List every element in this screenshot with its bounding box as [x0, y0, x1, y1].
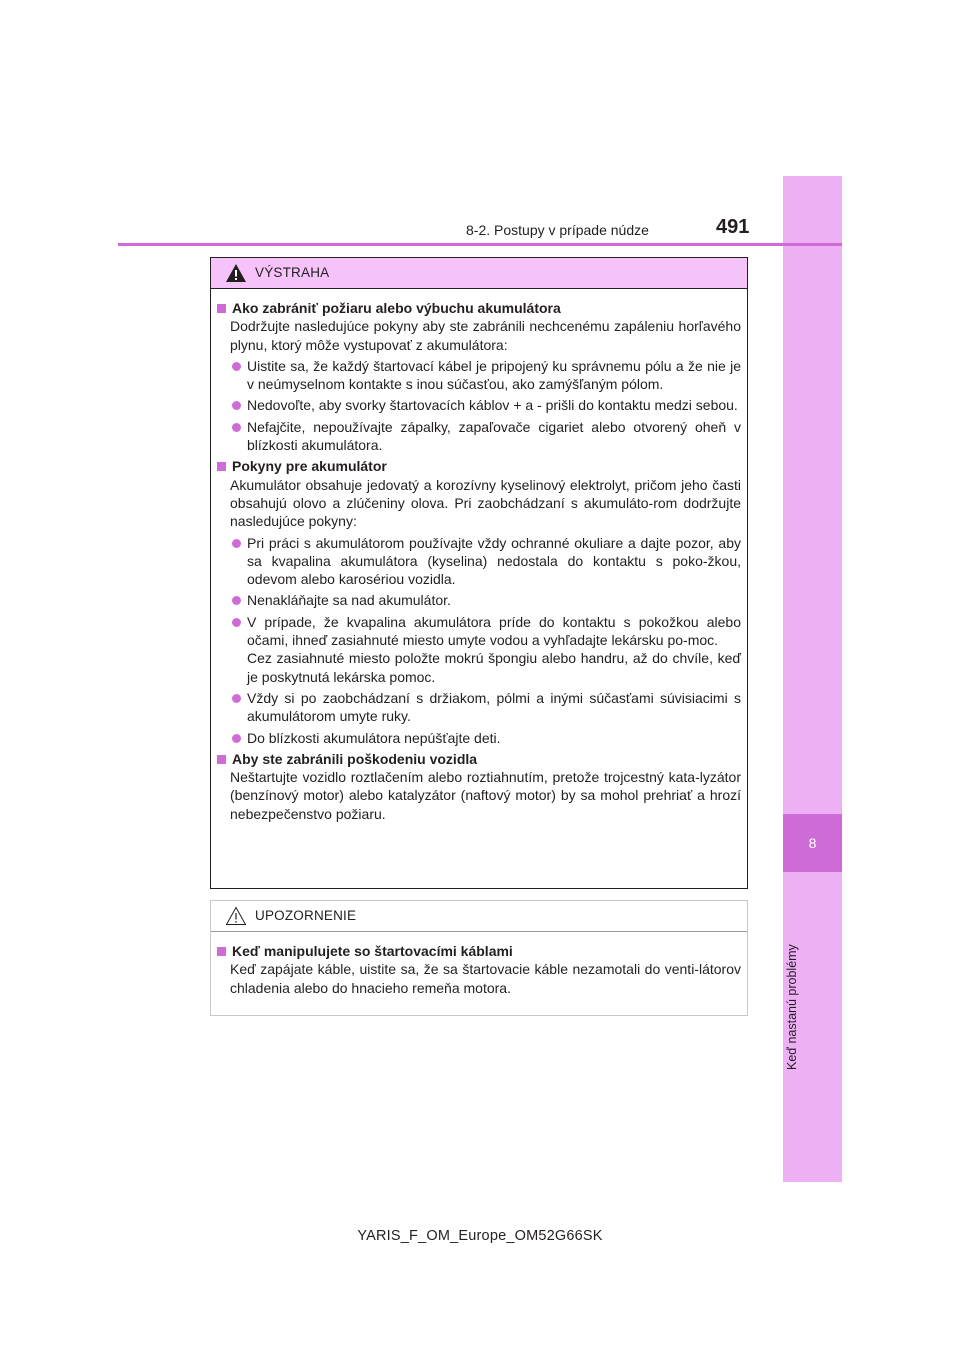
list-item-text: Nedovoľte, aby svorky štartovacích káblov + a - prišli do kontaktu medzi sebou. — [247, 397, 738, 414]
list-item — [217, 534, 741, 589]
paragraph: Keď zapájate káble, uistite sa, že sa štartovacie káble nezamotali do venti-látorov chladenia alebo do hnacieho remeňa motora. — [230, 961, 741, 996]
section-heading-text: Ako zabrániť požiaru alebo výbuchu akumulátora — [232, 300, 561, 316]
list-item — [217, 613, 741, 686]
section-heading — [217, 299, 741, 317]
section-heading — [217, 942, 741, 960]
warning-box-header — [211, 258, 747, 289]
notice-box-header — [211, 901, 747, 932]
paragraph: Dodržujte nasledujúce pokyny aby ste zabránili nechcenému zapáleniu horľavého plynu, ktorý môže vystupovať z akumulátora: — [230, 318, 741, 353]
bullet-dot-icon — [232, 423, 241, 432]
section-heading — [217, 750, 741, 768]
chapter-title: Keď nastanú problémy — [785, 944, 799, 1070]
warning-content — [211, 289, 747, 823]
notice-box — [210, 900, 748, 1016]
section-heading — [217, 457, 741, 475]
list-item-text: Pri práci s akumulátorom používajte vždy ochranné okuliare a dajte pozor, aby sa kvapalina akumulátora (kyselina) nedostala do kontaktu s poko-žkou, odevom alebo karosériou vozidla. — [247, 534, 741, 588]
bullet-dot-icon — [232, 401, 241, 410]
section-heading-text: Pokyny pre akumulátor — [232, 458, 387, 475]
section-heading-text: Keď manipulujete so štartovacími káblami — [232, 943, 513, 959]
list-item-extra-text: Cez zasiahnuté miesto položte mokrú špongiu alebo handru, až do chvíle, keď je poskytnutá lekárska pomoc. — [247, 650, 741, 685]
square-bullet-icon — [217, 462, 226, 471]
warning-box — [210, 257, 748, 889]
section-title: 8-2. Postupy v prípade núdze — [466, 222, 649, 238]
bullet-dot-icon — [232, 596, 241, 605]
chapter-number: 8 — [783, 814, 842, 872]
paragraph: Akumulátor obsahuje jedovatý a korozívny kyselinový elektrolyt, pričom jeho časti obsahujú olovo a zlúčeniny olova. Pri zaobchádzaní s akumuláto-rom dodržujte nasledujúce pokyny: — [230, 476, 741, 530]
square-bullet-icon — [217, 947, 226, 956]
list-item-text: Uistite sa, že každý štartovací kábel je pripojený ku správnemu pólu a že nie je v neúmyselnom kontakte s inou súčasťou, ako zamýšľaným pólom. — [247, 357, 741, 393]
square-bullet-icon — [217, 755, 226, 764]
warning-triangle-outline-icon — [225, 906, 247, 926]
list-item-text: Do blízkosti akumulátora nepúšťajte deti. — [247, 729, 501, 746]
page-number: 491 — [716, 216, 750, 238]
list-item-text: Vždy si po zaobchádzaní s držiakom, pólmi a inými súčasťami súvisiacimi s akumulátorom umyte ruky. — [247, 689, 741, 725]
bullet-dot-icon — [232, 362, 241, 371]
list-item — [217, 418, 741, 455]
bullet-dot-icon — [232, 694, 241, 703]
bullet-dot-icon — [232, 539, 241, 548]
paragraph: Neštartujte vozidlo roztlačením alebo roztiahnutím, pretože trojcestný kata-lyzátor (benzínový motor) alebo katalyzátor (naftový motor) by sa mohol prehriať a hrozí nebezpečenstvo požiaru. — [230, 769, 741, 822]
list-item — [217, 396, 741, 414]
notice-title: UPOZORNENIE — [255, 908, 357, 923]
list-item-text: Nefajčite, nepoužívajte zápalky, zapaľovače cigariet alebo otvorený oheň v blízkosti akumulátora. — [247, 418, 741, 454]
header-divider — [118, 243, 842, 246]
section-heading-text: Aby ste zabránili poškodeniu vozidla — [232, 750, 478, 767]
square-bullet-icon — [217, 304, 226, 313]
list-item — [217, 357, 741, 394]
bullet-dot-icon — [232, 618, 241, 627]
list-item — [217, 689, 741, 726]
bullet-dot-icon — [232, 734, 241, 743]
notice-content — [211, 932, 747, 997]
list-item — [217, 729, 741, 747]
list-item-text: Nenakláňajte sa nad akumulátor. — [247, 592, 451, 609]
list-item — [217, 591, 741, 609]
document-footer: YARIS_F_OM_Europe_OM52G66SK — [357, 1228, 603, 1244]
warning-title: VÝSTRAHA — [255, 265, 330, 280]
warning-triangle-filled-icon — [225, 263, 247, 283]
list-item-text: V prípade, že kvapalina akumulátora príde do kontaktu s pokožkou alebo očami, ihneď zasiahnuté miesto umyte vodou a vyhľadajte lekársku po-moc. — [247, 613, 741, 649]
